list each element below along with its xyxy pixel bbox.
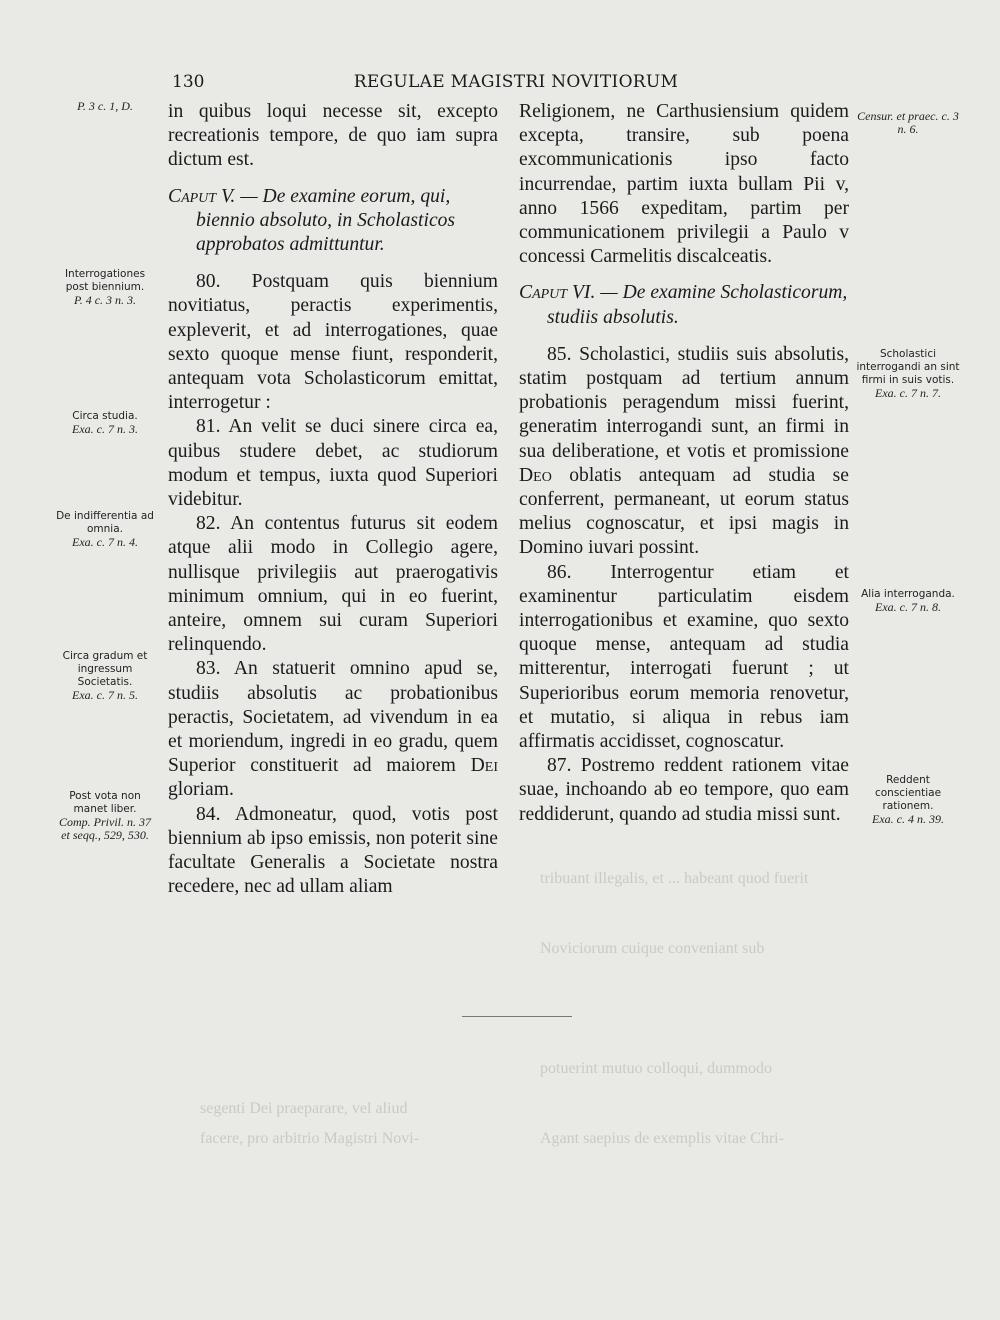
paragraph-80: 80. Postquam quis biennium novitiatus, peractis experimentis, expleverit, et ad interrogationes, quae sexto quoque mense fiunt, responderit, antequam vota Scholasticorum emittat, interrogetur : — [168, 271, 498, 414]
page-header — [172, 72, 860, 94]
bleed-through-text: potuerint mutuo colloqui, dummodo — [540, 1060, 772, 1077]
chapter-title: — De examine Scholasticorum, studiis absolutis. — [547, 282, 848, 328]
chapter-heading-vi — [519, 281, 849, 329]
continued-paragraph-84: Religionem, ne Carthusiensium quidem excepta, transire, sub poena excommunicationis ipso facto incurrendae, partim iuxta bullam Pii v, anno 1566 expeditam, partim per communicationem privilegii a Paulo v concessi Carmelitis discalceatis. — [519, 101, 849, 268]
paragraph-87: 87. Postremo reddent rationem vitae suae, inchoando ab eo tempore, quo eam reddiderunt, quando ad studia missi sunt. — [519, 755, 849, 825]
paragraph-83-text: 83. An statuerit omnino apud se, studiis absolutis ac probationibus peractis, Societatem, ad vivendum in ea et moriendum, ingredi in eo gradu, quem Superior constituerit ad maiorem — [168, 658, 498, 777]
paragraph-85-text: 85. Scholastici, studiis suis absolutis, statim postquam ad tertium annum probationis peragendum missi fuerint, generatim interrogandi sunt, an firmi in sua deliberatione, et votis et promissione — [519, 343, 849, 462]
margin-note-left — [54, 268, 156, 307]
margin-note-text: Circa gradum et ingressum Societatis. — [62, 650, 148, 688]
margin-note-left — [54, 650, 156, 702]
chapter-label: Caput VI. — [519, 282, 596, 304]
paragraph-84: 84. Admoneatur, quod, votis post biennium ab ipso emissis, non poterit sine facultate Generalis a Societate nostra recedere, nec ad ullam aliam — [168, 803, 498, 898]
footnote-rule — [462, 1016, 572, 1017]
margin-reference: P. 4 c. 3 n. 3. — [73, 293, 137, 307]
bleed-through-text: segenti Dei praeparare, vel aliud — [200, 1100, 408, 1117]
running-title: REGULAE MAGISTRI NOVITIORUM — [353, 72, 679, 92]
margin-note-text: Interrogationes post biennium. — [64, 268, 146, 293]
margin-reference: Censur. et praec. c. 3 n. 6. — [857, 109, 959, 136]
right-text-column — [519, 100, 849, 827]
paragraph-85-end: oblatis antequam ad studia se conferrent, permaneant, ut eorum status melius cognoscatur, et ipsi magis in Domino iuvari possint. — [519, 464, 849, 559]
bleed-through-text: tribuant illegalis, et ... habeant quod fuerit — [540, 870, 809, 887]
margin-note-left — [54, 790, 156, 842]
margin-note-text: Reddent conscientiae rationem. — [874, 774, 942, 812]
paragraph-83 — [168, 657, 498, 802]
left-text-column — [168, 100, 498, 900]
margin-reference: Exa. c. 7 n. 3. — [72, 422, 138, 436]
paragraph-85 — [519, 343, 849, 561]
paragraph-82: 82. An contentus futurus sit eodem atque alii modo in Collegio agere, nullisque privilegiis aut praerogativis minimum omnium, qui in eo fuerint, anteire, omnem sui curam Superiori relinquendo. — [168, 513, 498, 656]
margin-note-text: Alia interroganda. — [861, 588, 955, 600]
margin-note-right — [856, 110, 960, 136]
margin-reference: P. 3 c. 1, D. — [77, 99, 133, 113]
margin-note-right — [856, 774, 960, 826]
continued-paragraph: in quibus loqui necesse sit, excepto recreationis tempore, de quo iam supra dictum est. — [168, 101, 498, 171]
chapter-title: — De examine eorum, qui, biennio absoluto, in Scholasticos approbatos admittuntur. — [196, 185, 456, 256]
margin-reference: Exa. c. 7 n. 7. — [875, 386, 941, 400]
bleed-through-text: facere, pro arbitrio Magistri Novi- — [200, 1130, 420, 1147]
margin-note-left — [54, 510, 156, 549]
bleed-through-text: Noviciorum cuique conveniant sub — [540, 940, 765, 957]
bleed-through-text: Agant saepius de exemplis vitae Chri- — [540, 1130, 784, 1147]
margin-reference: Exa. c. 4 n. 39. — [872, 812, 944, 826]
page-number: 130 — [172, 72, 205, 92]
chapter-heading-v — [168, 185, 498, 258]
margin-reference: Exa. c. 7 n. 4. — [72, 535, 138, 549]
small-caps-dei: Dei — [470, 755, 498, 777]
chapter-label: Caput V. — [168, 185, 236, 207]
margin-reference: Exa. c. 7 n. 5. — [72, 688, 138, 702]
margin-note-text: Circa studia. — [72, 410, 138, 422]
margin-note-right — [856, 348, 960, 400]
margin-note-text: De indifferentia ad omnia. — [56, 510, 154, 535]
margin-note-left — [54, 410, 156, 436]
paragraph-86: 86. Interrogentur etiam et examinentur particulatim eisdem interrogationibus et examine, quo sexto quoque mense, antequam ad studia mitterentur, interrogati fuerunt ; ut Superioribus eorum memoria renovetur, et mutatio, si aliqua in rebus iam affirmatis accidisset, cognoscatur. — [519, 561, 849, 753]
margin-note-left — [54, 100, 156, 113]
margin-reference: Exa. c. 7 n. 8. — [875, 600, 941, 614]
paragraph-83-end: gloriam. — [168, 779, 234, 801]
paragraph-81: 81. An velit se duci sinere circa ea, quibus studere debet, ac studiorum modum et tempus, iuxta quod Superiori videbitur. — [168, 416, 498, 511]
small-caps-deo: Deo — [519, 464, 552, 486]
margin-note-right — [856, 588, 960, 614]
margin-note-text: Scholastici interrogandi an sint firmi in suis votis. — [856, 348, 960, 386]
margin-reference: Comp. Privil. n. 37 et seqq., 529, 530. — [59, 815, 151, 842]
margin-note-text: Post vota non manet liber. — [69, 790, 141, 815]
